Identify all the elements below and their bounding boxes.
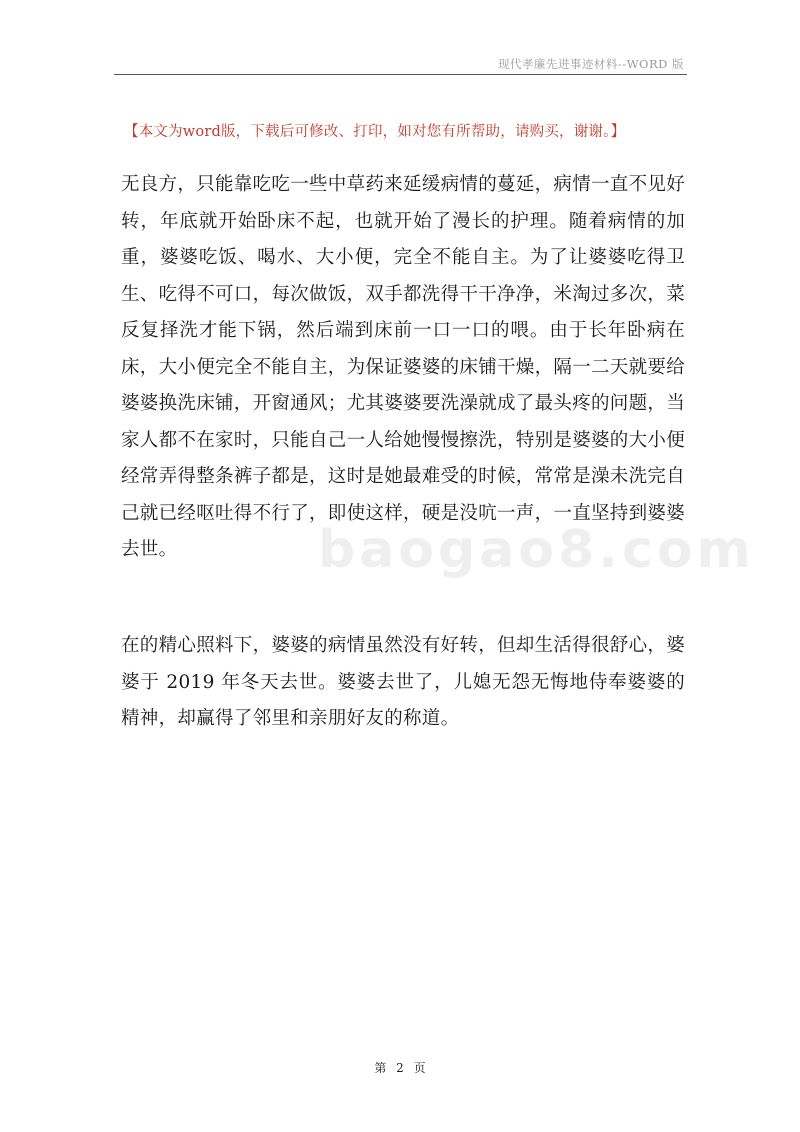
download-notice: 【本文为word版，下载后可修改、打印，如对您有所帮助，请购买，谢谢。】	[124, 124, 626, 140]
page-label-suffix: 页	[413, 1061, 426, 1075]
page-label-prefix: 第	[374, 1061, 387, 1075]
body-paragraph-1: 无良方，只能靠吃吃一些中草药来延缓病情的蔓延，病情一直不见好转，年底就开始卧床不起，也就开始了漫长的护理。随着病情的加重，婆婆吃饭、喝水、大小便，完全不能自主。为了让婆婆吃得卫生、吃得不可口，每次做饭，双手都洗得干干净净，米淘过多次，菜反复择洗才能下锅，然后端到床前一口一口的喂。由于长年卧病在床，大小便完全不能自主，为保证婆婆的床铺干燥，隔一二天就要给婆婆换洗床铺，开窗通风；尤其婆婆要洗澡就成了最头疼的问题，当家人都不在家时，只能自己一人给她慢慢擦洗，特别是婆婆的大小便经常弄得整条裤子都是，这时是她最难受的时候，常常是澡未洗完自己就已经呕吐得不行了，即使这样，硬是没吭一声，一直坚持到婆婆去世。	[121, 174, 686, 560]
page-footer	[0, 1059, 800, 1076]
watermark: baogao8.com	[318, 520, 755, 580]
header-title: 现代孝廉先进事迹材料--WORD 版	[497, 57, 684, 71]
header-divider	[114, 74, 687, 75]
page-number: 2	[396, 1061, 404, 1075]
body-paragraph-2: 在的精心照料下，婆婆的病情虽然没有好转，但却生活得很舒心，婆婆于 2019 年冬天去世。婆婆去世了，儿媳无怨无悔地侍奉婆婆的精神，却赢得了邻里和亲朋好友的称道。	[121, 635, 686, 729]
